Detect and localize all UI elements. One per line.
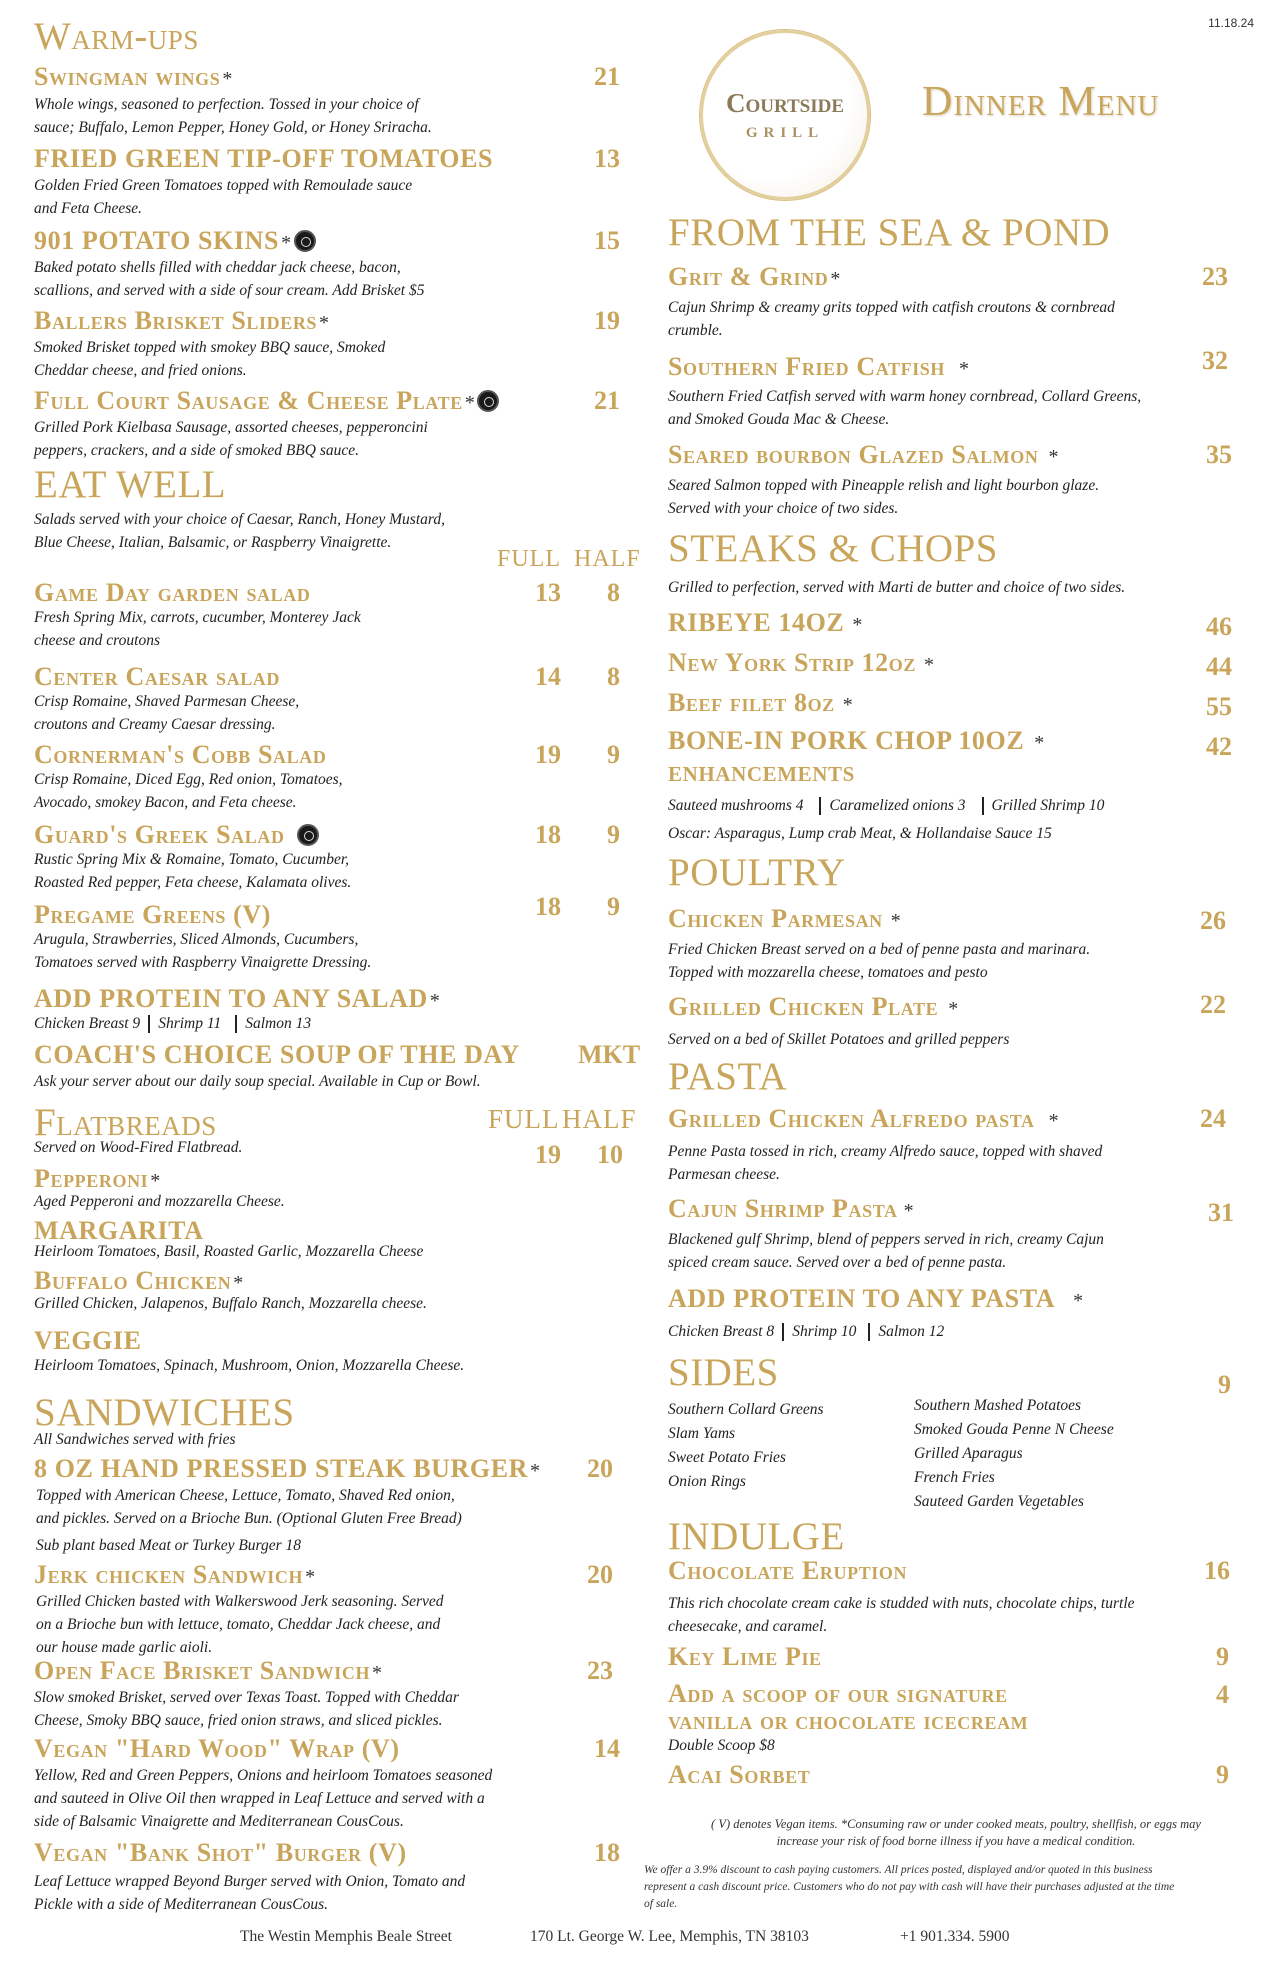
logo-line2: GRILL: [745, 125, 825, 141]
item-price-full: 18: [535, 892, 561, 921]
sides-list-col2: Southern Mashed Potatoes Smoked Gouda Penne N Cheese Grilled Aparagus French Fries Sauteed Garden Vegetables: [914, 1397, 1114, 1510]
item-price: 32: [1202, 346, 1228, 375]
item-price: 24: [1200, 1104, 1226, 1133]
item-price: 16: [1204, 1556, 1230, 1585]
item-description: Rustic Spring Mix & Romaine, Tomato, Cucumber, Roasted Red pepper, Feta cheese, Kalamata olives.: [34, 851, 352, 891]
protein-options: Chicken Breast 9 Shrimp 11 Salmon 13: [34, 1015, 312, 1032]
item-name: Grilled Chicken Alfredo pasta *: [668, 1104, 1060, 1133]
item-name: Key Lime Pie: [668, 1642, 822, 1671]
item-description: Crisp Romaine, Diced Egg, Red onion, Tomatoes, Avocado, smokey Bacon, and Feta cheese.: [34, 771, 343, 811]
item-name: Chocolate Eruption: [668, 1556, 908, 1585]
item-price: MKT: [578, 1040, 641, 1069]
section-pasta-heading: PASTA: [668, 1055, 788, 1098]
item-description: Golden Fried Green Tomatoes topped with Remoulade sauce and Feta Cheese.: [34, 177, 413, 217]
item-name: Open Face Brisket Sandwich *: [34, 1656, 383, 1685]
item-description: Fresh Spring Mix, carrots, cucumber, Monterey Jack cheese and croutons: [34, 609, 361, 649]
item-name: Cajun Shrimp Pasta *: [668, 1194, 915, 1223]
item-price-half: 9: [607, 740, 620, 769]
item-price-full: 13: [535, 578, 561, 607]
gluten-free-icon: [297, 824, 319, 846]
item-description: Penne Pasta tossed in rich, creamy Alfredo sauce, topped with shaved Parmesan cheese.: [668, 1143, 1103, 1183]
item-price-full: 19: [535, 1140, 561, 1169]
item-name: Center Caesar salad: [34, 662, 280, 691]
item-price: 20: [587, 1560, 613, 1589]
sides-price: 9: [1218, 1370, 1231, 1399]
item-price: 23: [587, 1656, 613, 1685]
item-description: Heirloom Tomatoes, Basil, Roasted Garlic, Mozzarella Cheese: [34, 1243, 424, 1260]
item-price-full: 19: [535, 740, 561, 769]
enhancement-options: Sauteed mushrooms 4 Caramelized onions 3 Grilled Shrimp 10: [668, 797, 1105, 814]
item-description: Fried Chicken Breast served on a bed of penne pasta and marinara. Topped with mozzarella cheese, tomatoes and pesto: [668, 941, 1091, 981]
item-price: 23: [1202, 262, 1228, 291]
footer-address: 170 Lt. George W. Lee, Memphis, TN 38103: [530, 1928, 809, 1945]
section-poultry-heading: POULTRY: [668, 851, 846, 894]
item-name: Vegan "Hard Wood" Wrap (V): [34, 1734, 400, 1763]
column-full-label: FULL: [497, 546, 561, 572]
item-name: Beef filet 8oz *: [668, 688, 854, 717]
footer-venue: The Westin Memphis Beale Street: [240, 1928, 452, 1945]
section-sides-heading: SIDES: [668, 1351, 779, 1394]
item-price: 21: [594, 386, 620, 415]
item-price-full: 14: [535, 662, 561, 691]
column-full-label: FULL: [488, 1104, 560, 1134]
item-description: Aged Pepperoni and mozzarella Cheese.: [34, 1193, 285, 1210]
item-price-half: 9: [607, 820, 620, 849]
section-indulge-heading: INDULGE: [668, 1515, 845, 1558]
item-name: Seared bourbon Glazed Salmon *: [668, 440, 1060, 469]
item-price-full: 18: [535, 820, 561, 849]
gluten-free-icon: [477, 390, 499, 412]
item-description: Blackened gulf Shrimp, blend of peppers served in rich, creamy Cajun spiced cream sauce. Served over a bed of penne pasta.: [668, 1231, 1104, 1271]
item-name: MARGARITA: [34, 1216, 204, 1245]
item-price: 31: [1208, 1198, 1234, 1227]
item-price-half: 8: [607, 578, 620, 607]
item-price: 20: [587, 1454, 613, 1483]
item-description: Southern Fried Catfish served with warm honey cornbread, Collard Greens, and Smoked Gouda Mac & Cheese.: [668, 388, 1142, 428]
item-name: New York Strip 12oz *: [668, 648, 935, 677]
logo-line1: Courtside: [725, 88, 845, 118]
item-price: 15: [594, 226, 620, 255]
item-price: 14: [594, 1734, 620, 1763]
item-description: Served on a bed of Skillet Potatoes and grilled peppers: [668, 1031, 1010, 1048]
item-description: Cajun Shrimp & creamy grits topped with catfish croutons & cornbread crumble.: [668, 299, 1115, 339]
item-name: Game Day garden salad: [34, 578, 311, 607]
item-description: Topped with American Cheese, Lettuce, Tomato, Shaved Red onion, and pickles. Served on a Brioche Bun. (Optional Gluten Free Bread): [36, 1487, 462, 1527]
add-protein-salad: ADD PROTEIN TO ANY SALAD *: [34, 984, 441, 1013]
item-description: Crisp Romaine, Shaved Parmesan Cheese, croutons and Creamy Caesar dressing.: [34, 693, 300, 733]
section-intro: Salads served with your choice of Caesar, Ranch, Honey Mustard, Blue Cheese, Italian, Balsamic, or Raspberry Vinaigrette.: [34, 511, 445, 551]
column-half-label: HALF: [562, 1104, 637, 1134]
item-name: Ballers Brisket Sliders *: [34, 306, 330, 335]
item-description: Yellow, Red and Green Peppers, Onions and heirloom Tomatoes seasoned and sauteed in Olive Oil then wrapped in Leaf Lettuce and served with a side of Balsamic Vinaigrette and Mediterranean CousCous.: [34, 1767, 493, 1830]
item-name: BONE-IN PORK CHOP 10OZ *: [668, 726, 1045, 755]
column-half-label: HALF: [574, 546, 641, 572]
menu-date: 11.18.24: [1208, 16, 1254, 30]
item-description: Heirloom Tomatoes, Spinach, Mushroom, Onion, Mozzarella Cheese.: [34, 1357, 465, 1374]
item-description: Leaf Lettuce wrapped Beyond Burger served with Onion, Tomato and Pickle with a side of Mediterranean CousCous.: [34, 1873, 466, 1913]
item-price: 26: [1200, 906, 1226, 935]
item-price: 22: [1200, 990, 1226, 1019]
item-name: Guard's Greek Salad: [34, 820, 319, 850]
item-description: Smoked Brisket topped with smokey BBQ sauce, Smoked Cheddar cheese, and fried onions.: [34, 339, 386, 379]
section-sandwiches-heading: SANDWICHES: [34, 1391, 295, 1434]
sides-list-col1: Southern Collard Greens Slam Yams Sweet Potato Fries Onion Rings: [668, 1401, 824, 1490]
section-intro: Served on Wood-Fired Flatbread.: [34, 1139, 243, 1156]
item-description: Arugula, Strawberries, Sliced Almonds, Cucumbers, Tomatoes served with Raspberry Vinaigrette Dressing.: [34, 931, 372, 971]
section-flatbreads-heading: Flatbreads: [34, 1101, 217, 1144]
enhancement-oscar: Oscar: Asparagus, Lump crab Meat, & Hollandaise Sauce 15: [668, 825, 1052, 842]
item-name: Acai Sorbet: [668, 1760, 811, 1789]
item-price: 9: [1216, 1760, 1229, 1789]
item-name: Pregame Greens (V): [34, 900, 272, 929]
item-description: This rich chocolate cream cake is studded with nuts, chocolate chips, turtle cheesecake, and caramel.: [668, 1595, 1135, 1635]
enhancements-heading: ENHANCEMENTS: [668, 762, 855, 786]
item-name: Vegan "Bank Shot" Burger (V): [34, 1838, 407, 1867]
item-name: RIBEYE 14OZ *: [668, 608, 863, 637]
item-price-half: 9: [607, 892, 620, 921]
section-warmups-heading: Warm-ups: [34, 15, 199, 58]
item-name: Cornerman's Cobb Salad: [34, 740, 327, 769]
item-name: Grilled Chicken Plate *: [668, 992, 959, 1021]
item-price-half: 8: [607, 662, 620, 691]
item-price: 35: [1206, 440, 1232, 469]
item-price: 46: [1206, 612, 1232, 641]
item-description: Seared Salmon topped with Pineapple relish and light bourbon glaze. Served with your choice of two sides.: [668, 477, 1100, 517]
item-name: Grit & Grind *: [668, 262, 841, 291]
item-name: 8 OZ HAND PRESSED STEAK BURGER *: [34, 1454, 541, 1483]
item-extra: Sub plant based Meat or Turkey Burger 18: [36, 1537, 302, 1554]
item-name: Pepperoni *: [34, 1164, 161, 1193]
item-description: Grilled Chicken, Jalapenos, Buffalo Ranch, Mozzarella cheese.: [34, 1295, 427, 1312]
item-name: Add a scoop of our signature vanilla or chocolate icecream: [668, 1679, 1029, 1735]
gluten-free-icon: [294, 230, 316, 252]
item-price: 18: [594, 1838, 620, 1867]
item-description: Grilled Pork Kielbasa Sausage, assorted cheeses, pepperoncini peppers, crackers, and a side of smoked BBQ sauce.: [34, 419, 428, 459]
item-price: 19: [594, 306, 620, 335]
item-price-half: 10: [597, 1140, 623, 1169]
vegan-raw-food-disclaimer: ( V) denotes Vegan items. *Consuming raw or under cooked meats, poultry, shellfish, or eggs may increase your risk of food borne illness if you have a medical condition.: [711, 1817, 1201, 1848]
section-sea-heading: FROM THE SEA & POND: [668, 211, 1111, 254]
item-price: 9: [1216, 1642, 1229, 1671]
item-description: Grilled Chicken basted with Walkerswood Jerk seasoning. Served on a Brioche bun with lettuce, tomato, Cheddar Jack cheese, and our house made garlic aioli.: [36, 1593, 444, 1656]
section-eatwell-heading: EAT WELL: [34, 463, 227, 506]
section-intro: All Sandwiches served with fries: [34, 1431, 236, 1448]
item-name: Chicken Parmesan *: [668, 904, 902, 933]
item-description: Baked potato shells filled with cheddar jack cheese, bacon, scallions, and served with a side of sour cream. Add Brisket $5: [34, 259, 425, 299]
footer-phone: +1 901.334. 5900: [900, 1928, 1010, 1945]
section-steaks-heading: STEAKS & CHOPS: [668, 527, 998, 570]
item-description: Double Scoop $8: [668, 1737, 775, 1754]
menu-title: Dinner Menu: [922, 79, 1160, 125]
item-price: 13: [594, 144, 620, 173]
item-name: Southern Fried Catfish *: [668, 352, 970, 381]
item-description: Ask your server about our daily soup special. Available in Cup or Bowl.: [34, 1073, 481, 1090]
item-price: 21: [594, 62, 620, 91]
item-price: 44: [1206, 652, 1232, 681]
cash-discount-notice: We offer a 3.9% discount to cash paying customers. All prices posted, displayed and/or quoted in this business represent a cash discount price. Customers who do not pay with cash will have their purchases adjusted at the time of sale.: [644, 1864, 1175, 1910]
item-name: Swingman wings *: [34, 62, 233, 91]
protein-options: Chicken Breast 8 Shrimp 10 Salmon 12: [668, 1323, 945, 1340]
item-price: 55: [1206, 692, 1232, 721]
add-protein-pasta: ADD PROTEIN TO ANY PASTA *: [668, 1284, 1084, 1313]
item-name: VEGGIE: [34, 1326, 142, 1355]
item-name: 901 POTATO SKINS *: [34, 226, 316, 256]
section-intro: Grilled to perfection, served with Marti de butter and choice of two sides.: [668, 579, 1126, 596]
item-name: FRIED GREEN TIP-OFF TOMATOES: [34, 144, 494, 173]
courtside-grill-logo: [700, 30, 870, 200]
item-price: 42: [1206, 732, 1232, 761]
item-name: Buffalo Chicken *: [34, 1266, 244, 1295]
item-name: COACH'S CHOICE SOUP OF THE DAY: [34, 1040, 520, 1069]
item-description: Whole wings, seasoned to perfection. Tossed in your choice of sauce; Buffalo, Lemon Pepper, Honey Gold, or Honey Sriracha.: [34, 96, 432, 136]
item-description: Slow smoked Brisket, served over Texas Toast. Topped with Cheddar Cheese, Smoky BBQ sauce, fried onion straws, and sliced pickles.: [34, 1689, 459, 1729]
item-name: Full Court Sausage & Cheese Plate *: [34, 386, 499, 416]
item-name: Jerk chicken Sandwich *: [34, 1560, 316, 1589]
item-price: 4: [1216, 1680, 1229, 1709]
